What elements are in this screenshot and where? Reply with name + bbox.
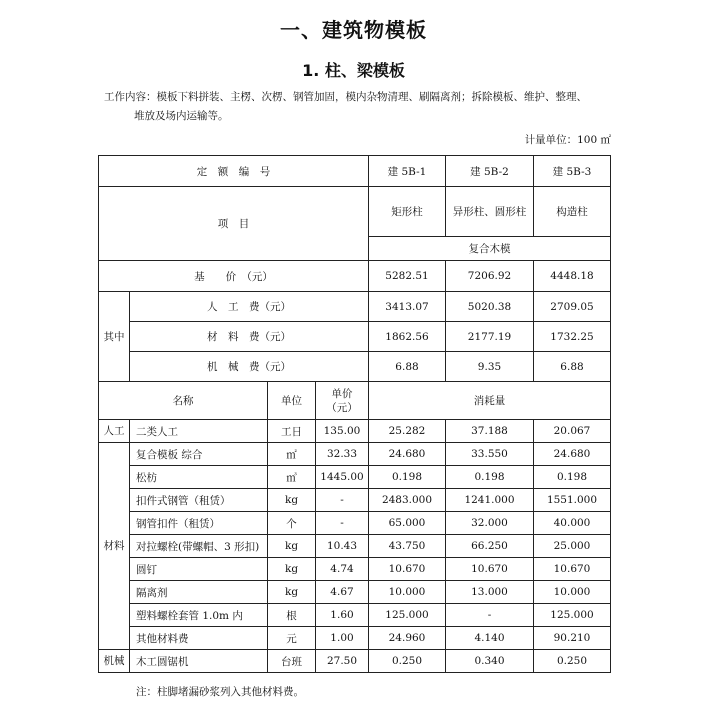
resource-name: 木工圆锯机 — [130, 650, 268, 673]
consumption-value-3: 20.067 — [534, 420, 611, 443]
consumption-value-2: 32.000 — [446, 512, 534, 535]
qizhong-label: 其中 — [99, 292, 130, 382]
consumption-value-3: 24.680 — [534, 443, 611, 466]
materials-row — [99, 604, 611, 627]
resource-price: 27.50 — [316, 650, 369, 673]
machinery-cost-label: 机 械 费（元） — [130, 352, 369, 382]
quota-code-2: 建 5B-2 — [446, 156, 534, 187]
resource-name: 塑料螺栓套管 1.0m 内 — [130, 604, 268, 627]
machinery-cost-1: 6.88 — [369, 352, 446, 382]
resource-name: 二类人工 — [130, 420, 268, 443]
resource-price: 10.43 — [316, 535, 369, 558]
consumption-value-1: 24.680 — [369, 443, 446, 466]
item-name-1: 矩形柱 — [369, 187, 446, 237]
labor-cost-label: 人 工 费（元） — [130, 292, 369, 322]
consumption-value-2: 0.340 — [446, 650, 534, 673]
resource-unit: 元 — [268, 627, 316, 650]
col-name-header: 名称 — [99, 382, 268, 420]
resource-price: - — [316, 489, 369, 512]
materials-group-label: 材料 — [99, 443, 130, 650]
materials-row — [99, 466, 611, 489]
consumption-value-2: 13.000 — [446, 581, 534, 604]
quota-table — [98, 155, 611, 673]
consumption-value-3: 0.198 — [534, 466, 611, 489]
base-price-label: 基 价 （元） — [99, 261, 369, 292]
quota-code-3: 建 5B-3 — [534, 156, 611, 187]
materials-row — [99, 535, 611, 558]
resource-unit: kg — [268, 535, 316, 558]
resource-price: 1.60 — [316, 604, 369, 627]
material-type: 复合木模 — [369, 237, 611, 261]
quota-number-label: 定 额 编 号 — [99, 156, 369, 187]
consumption-value-3: 40.000 — [534, 512, 611, 535]
resource-price: 1445.00 — [316, 466, 369, 489]
consumption-value-3: 1551.000 — [534, 489, 611, 512]
consumption-value-2: 37.188 — [446, 420, 534, 443]
consumption-value-2: 33.550 — [446, 443, 534, 466]
machinery-cost-3: 6.88 — [534, 352, 611, 382]
resource-unit: 工日 — [268, 420, 316, 443]
resource-name: 复合模板 综合 — [130, 443, 268, 466]
consumption-value-1: 10.000 — [369, 581, 446, 604]
quota-number-row — [99, 156, 611, 187]
materials-row — [99, 627, 611, 650]
consumption-value-1: 0.198 — [369, 466, 446, 489]
resource-price: 32.33 — [316, 443, 369, 466]
resource-price: 4.74 — [316, 558, 369, 581]
resource-name: 钢管扣件（租赁） — [130, 512, 268, 535]
consumption-value-1: 43.750 — [369, 535, 446, 558]
consumption-value-3: 10.670 — [534, 558, 611, 581]
section-title: 1. 柱、梁模板 — [302, 61, 405, 80]
consumption-value-1: 0.250 — [369, 650, 446, 673]
col-unit-header: 单位 — [268, 382, 316, 420]
consumption-value-3: 10.000 — [534, 581, 611, 604]
consumption-value-2: - — [446, 604, 534, 627]
labor-cost-1: 3413.07 — [369, 292, 446, 322]
machinery-cost-row — [99, 352, 611, 382]
consumption-value-2: 4.140 — [446, 627, 534, 650]
consumption-value-1: 24.960 — [369, 627, 446, 650]
item-label: 项 目 — [99, 187, 369, 261]
resource-price: 4.67 — [316, 581, 369, 604]
work-content-label: 工作内容： — [104, 91, 157, 103]
machinery-row — [99, 650, 611, 673]
labor-cost-2: 5020.38 — [446, 292, 534, 322]
col-price-line2: （元） — [326, 401, 358, 414]
resource-name: 其他材料费 — [130, 627, 268, 650]
column-header-row — [99, 382, 611, 420]
base-price-2: 7206.92 — [446, 261, 534, 292]
base-price-3: 4448.18 — [534, 261, 611, 292]
item-name-2: 异形柱、圆形柱 — [446, 187, 534, 237]
consumption-value-2: 10.670 — [446, 558, 534, 581]
consumption-value-2: 1241.000 — [446, 489, 534, 512]
consumption-value-1: 65.000 — [369, 512, 446, 535]
machinery-cost-2: 9.35 — [446, 352, 534, 382]
resource-price: 135.00 — [316, 420, 369, 443]
labor-cost-3: 2709.05 — [534, 292, 611, 322]
material-cost-3: 1732.25 — [534, 322, 611, 352]
base-price-row — [99, 261, 611, 292]
page-title: 一、建筑物模板 — [280, 18, 427, 42]
consumption-value-3: 25.000 — [534, 535, 611, 558]
material-cost-row — [99, 322, 611, 352]
resource-unit: ㎥ — [268, 466, 316, 489]
footnote: 注：柱脚堵漏砂浆列入其他材料费。 — [136, 686, 304, 698]
materials-row — [99, 443, 611, 466]
resource-price: 1.00 — [316, 627, 369, 650]
resource-unit: ㎡ — [268, 443, 316, 466]
resource-unit: 台班 — [268, 650, 316, 673]
resource-unit: 个 — [268, 512, 316, 535]
resource-name: 扣件式钢管（租赁） — [130, 489, 268, 512]
resource-unit: kg — [268, 581, 316, 604]
materials-row — [99, 581, 611, 604]
resource-name: 圆钉 — [130, 558, 268, 581]
consumption-value-2: 66.250 — [446, 535, 534, 558]
consumption-value-2: 0.198 — [446, 466, 534, 489]
consumption-value-3: 90.210 — [534, 627, 611, 650]
materials-row — [99, 489, 611, 512]
resource-price: - — [316, 512, 369, 535]
consumption-value-1: 25.282 — [369, 420, 446, 443]
base-price-1: 5282.51 — [369, 261, 446, 292]
item-name-3: 构造柱 — [534, 187, 611, 237]
work-content-line1: 模板下料拼装、主楞、次楞、钢管加固，模内杂物清理、刷隔离剂；拆除模板、维护、整理、 — [156, 91, 587, 103]
material-cost-1: 1862.56 — [369, 322, 446, 352]
quota-code-1: 建 5B-1 — [369, 156, 446, 187]
resource-name: 松枋 — [130, 466, 268, 489]
resource-name: 隔离剂 — [130, 581, 268, 604]
machinery-group-label: 机械 — [99, 650, 130, 673]
labor-cost-row — [99, 292, 611, 322]
material-cost-label: 材 料 费（元） — [130, 322, 369, 352]
resource-unit: 根 — [268, 604, 316, 627]
measurement-unit: 计量单位：100 ㎡ — [524, 134, 611, 146]
consumption-value-1: 2483.000 — [369, 489, 446, 512]
col-consumption-header: 消耗量 — [369, 382, 611, 420]
labor-row — [99, 420, 611, 443]
work-content — [104, 88, 614, 126]
materials-row — [99, 512, 611, 535]
consumption-value-3: 0.250 — [534, 650, 611, 673]
resource-unit: kg — [268, 489, 316, 512]
item-row — [99, 187, 611, 237]
resource-unit: kg — [268, 558, 316, 581]
col-price-header — [316, 382, 369, 420]
materials-row — [99, 558, 611, 581]
work-content-line2: 堆放及场内运输等。 — [134, 110, 229, 122]
consumption-value-1: 10.670 — [369, 558, 446, 581]
consumption-value-3: 125.000 — [534, 604, 611, 627]
col-price-line1: 单价 — [331, 387, 353, 400]
consumption-value-1: 125.000 — [369, 604, 446, 627]
material-cost-2: 2177.19 — [446, 322, 534, 352]
labor-group-label: 人工 — [99, 420, 130, 443]
resource-name: 对拉螺栓(带螺帽、3 形扣) — [130, 535, 268, 558]
